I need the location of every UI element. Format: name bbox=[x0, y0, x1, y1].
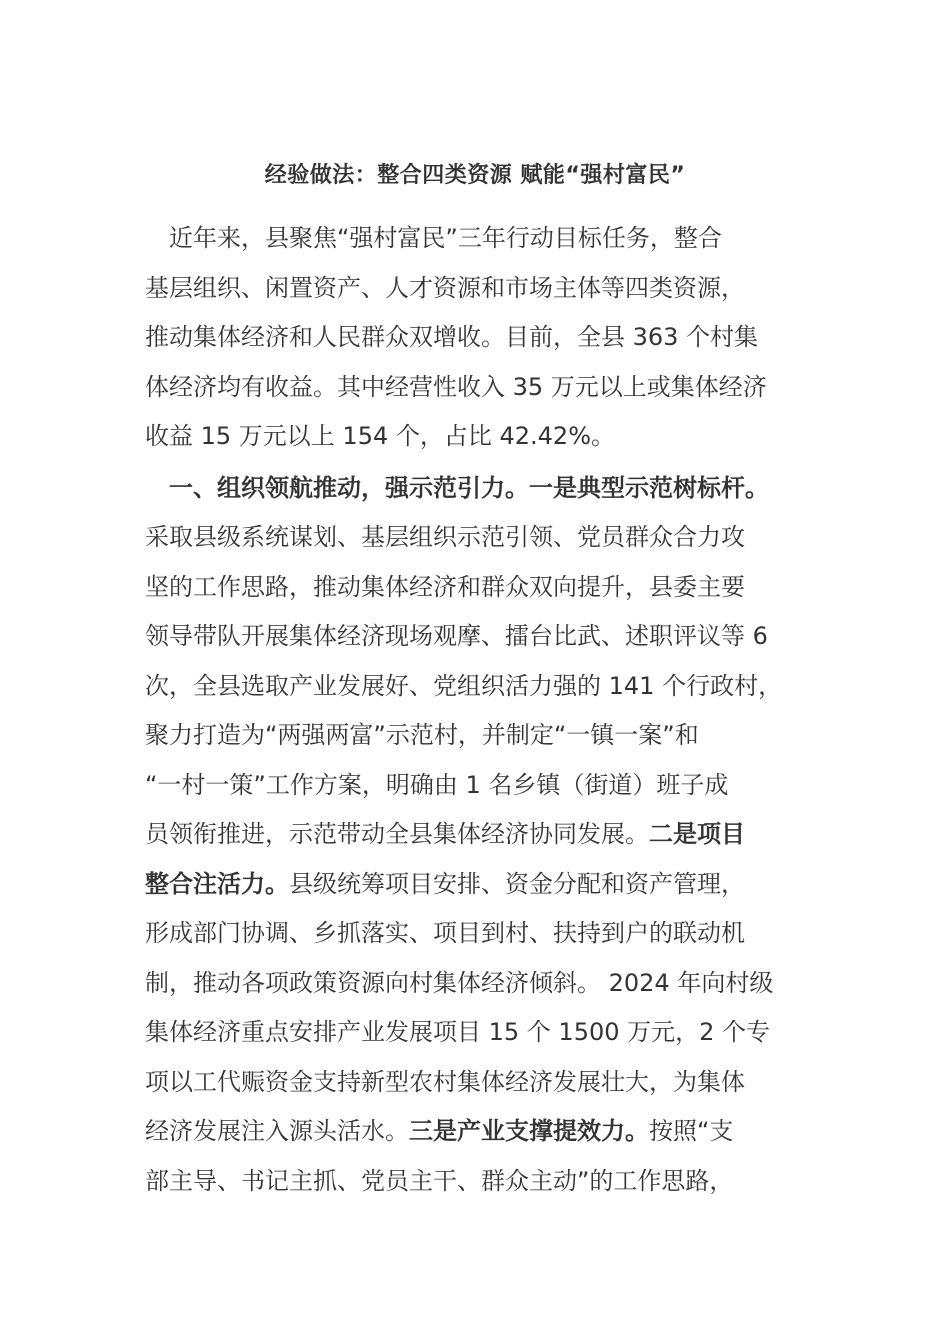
text-run: 制，推动各项政策资源向村集体经济倾斜。 2024 年向村级 bbox=[145, 969, 774, 997]
text-run: 基层组织、闲置资产、人才资源和市场主体等四类资源， bbox=[145, 274, 745, 302]
text-run: 项以工代赈资金支持新型农村集体经济发展壮大，为集体 bbox=[145, 1068, 745, 1096]
page-title: 经验做法：整合四类资源 赋能“强村富民” bbox=[264, 163, 686, 188]
paragraph-line bbox=[145, 519, 745, 555]
text-run: 集体经济重点安排产业发展项目 15 个 1500 万元，2 个专 bbox=[145, 1018, 771, 1046]
text-run: 经济发展注入源头活水。 bbox=[145, 1117, 409, 1145]
paragraph-line bbox=[145, 418, 615, 454]
paragraph-line bbox=[145, 270, 745, 306]
paragraph-line bbox=[145, 1014, 770, 1050]
paragraph-line bbox=[145, 668, 782, 704]
section-heading-line bbox=[145, 470, 769, 506]
bold-heading: 二是项目 bbox=[649, 820, 745, 848]
text-run: 部主导、书记主抓、党员主干、群众主动”的工作思路， bbox=[145, 1167, 734, 1195]
bold-heading: 一、组织领航推动，强示范引力。一是典型示范树标杆。 bbox=[145, 474, 769, 502]
paragraph-line bbox=[145, 618, 768, 654]
paragraph-line bbox=[145, 915, 745, 951]
paragraph-line bbox=[145, 965, 773, 1001]
text-run: 领导带队开展集体经济现场观摩、擂台比武、述职评议等 6 bbox=[145, 622, 768, 650]
paragraph-line bbox=[145, 569, 745, 605]
text-run: 推动集体经济和人民群众双增收。目前，全县 363 个村集 bbox=[145, 323, 759, 351]
paragraph-line bbox=[145, 816, 745, 852]
text-run: 形成部门协调、乡抓落实、项目到村、扶持到户的联动机 bbox=[145, 919, 745, 947]
paragraph-line bbox=[145, 767, 728, 803]
paragraph-line bbox=[145, 1113, 733, 1149]
bold-heading: 整合注活力。 bbox=[145, 870, 289, 898]
text-run: 采取县级系统谋划、基层组织示范引领、党员群众合力攻 bbox=[145, 523, 745, 551]
text-run: 近年来，县聚焦“强村富民”三年行动目标任务，整合 bbox=[145, 224, 722, 252]
paragraph-line bbox=[145, 369, 767, 405]
paragraph-line bbox=[145, 1064, 745, 1100]
paragraph-line bbox=[145, 220, 722, 256]
text-run: 坚的工作思路，推动集体经济和群众双向提升，县委主要 bbox=[145, 573, 745, 601]
text-run: 体经济均有收益。其中经营性收入 35 万元以上或集体经济 bbox=[145, 373, 767, 401]
text-run: 按照“支 bbox=[649, 1117, 734, 1145]
bold-heading: 三是产业支撑提效力。 bbox=[409, 1117, 649, 1145]
paragraph-line bbox=[145, 866, 745, 902]
text-run: 聚力打造为“两强两富”示范村，并制定“一镇一案”和 bbox=[145, 721, 699, 749]
paragraph-line bbox=[145, 319, 758, 355]
text-run: 次，全县选取产业发展好、党组织活力强的 141 个行政村， bbox=[145, 672, 783, 700]
paragraph-line bbox=[145, 1163, 733, 1199]
text-run: “一村一策”工作方案，明确由 1 名乡镇（街道）班子成 bbox=[145, 771, 729, 799]
text-run: 收益 15 万元以上 154 个，占比 42.42%。 bbox=[145, 422, 616, 450]
text-run: 县级统筹项目安排、资金分配和资产管理， bbox=[289, 870, 745, 898]
paragraph-line bbox=[145, 717, 699, 753]
text-run: 员领衔推进，示范带动全县集体经济协同发展。 bbox=[145, 820, 649, 848]
